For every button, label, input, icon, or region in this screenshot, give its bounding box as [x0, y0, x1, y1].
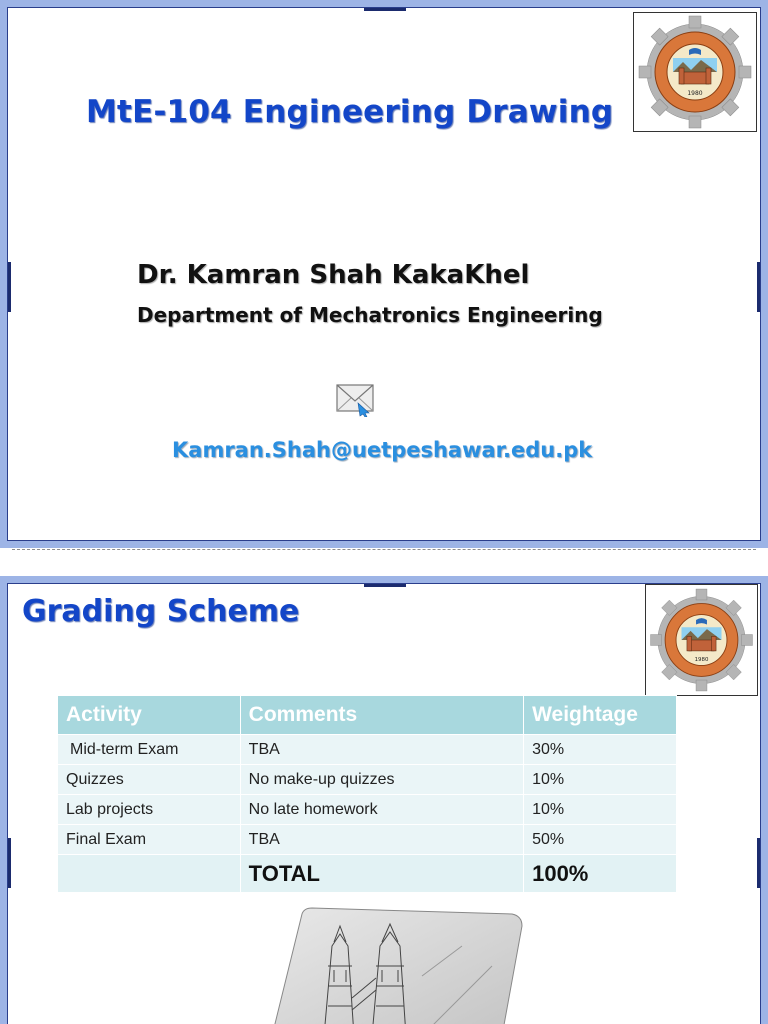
- cell-comments: No late homework: [240, 795, 523, 825]
- email-link[interactable]: Kamran.Shah@uetpeshawar.edu.pk: [172, 438, 593, 462]
- page-divider: [12, 549, 756, 550]
- table-total-row: [58, 855, 677, 893]
- cell-total-label: TOTAL: [240, 855, 523, 893]
- cell-weightage: 50%: [524, 825, 677, 855]
- frame-handle-right: [757, 838, 760, 888]
- cell-weightage: 10%: [524, 765, 677, 795]
- cell-activity: Final Exam: [58, 825, 241, 855]
- slide-gap: [0, 550, 768, 576]
- mail-envelope-icon[interactable]: [336, 383, 376, 417]
- frame-handle-left: [8, 838, 11, 888]
- column-header-comments: Comments: [240, 696, 523, 735]
- table-row: [58, 735, 677, 765]
- cell-total-value: 100%: [524, 855, 677, 893]
- university-seal-icon: [645, 584, 758, 696]
- frame-handle-top: [364, 8, 406, 11]
- cell-activity: Mid-term Exam: [58, 735, 241, 765]
- table-header-row: [58, 696, 677, 735]
- university-seal-icon: [633, 12, 757, 132]
- frame-handle-right: [757, 262, 760, 312]
- page-title: MtE-104 Engineering Drawing: [86, 94, 614, 130]
- column-header-activity: Activity: [58, 696, 241, 735]
- table-row: [58, 795, 677, 825]
- frame-handle-top: [364, 584, 406, 587]
- cell-comments: TBA: [240, 735, 523, 765]
- department-name: Department of Mechatronics Engineering: [137, 303, 603, 327]
- column-header-weightage: Weightage: [524, 696, 677, 735]
- cell-activity: Lab projects: [58, 795, 241, 825]
- cell-weightage: 10%: [524, 795, 677, 825]
- table-row: [58, 825, 677, 855]
- cell-comments: TBA: [240, 825, 523, 855]
- frame-handle-left: [8, 262, 11, 312]
- cell-weightage: 30%: [524, 735, 677, 765]
- svg-text:1980: 1980: [687, 90, 703, 97]
- grading-table: [57, 695, 677, 893]
- section-title: Grading Scheme: [22, 594, 300, 629]
- cell-total-empty: [58, 855, 241, 893]
- cell-comments: No make-up quizzes: [240, 765, 523, 795]
- table-row: [58, 765, 677, 795]
- svg-text:1980: 1980: [694, 656, 709, 663]
- slide-grading: [0, 576, 768, 1024]
- instructor-name: Dr. Kamran Shah KakaKhel: [137, 260, 530, 290]
- cell-activity: Quizzes: [58, 765, 241, 795]
- tower-sketch-image: [262, 906, 524, 1024]
